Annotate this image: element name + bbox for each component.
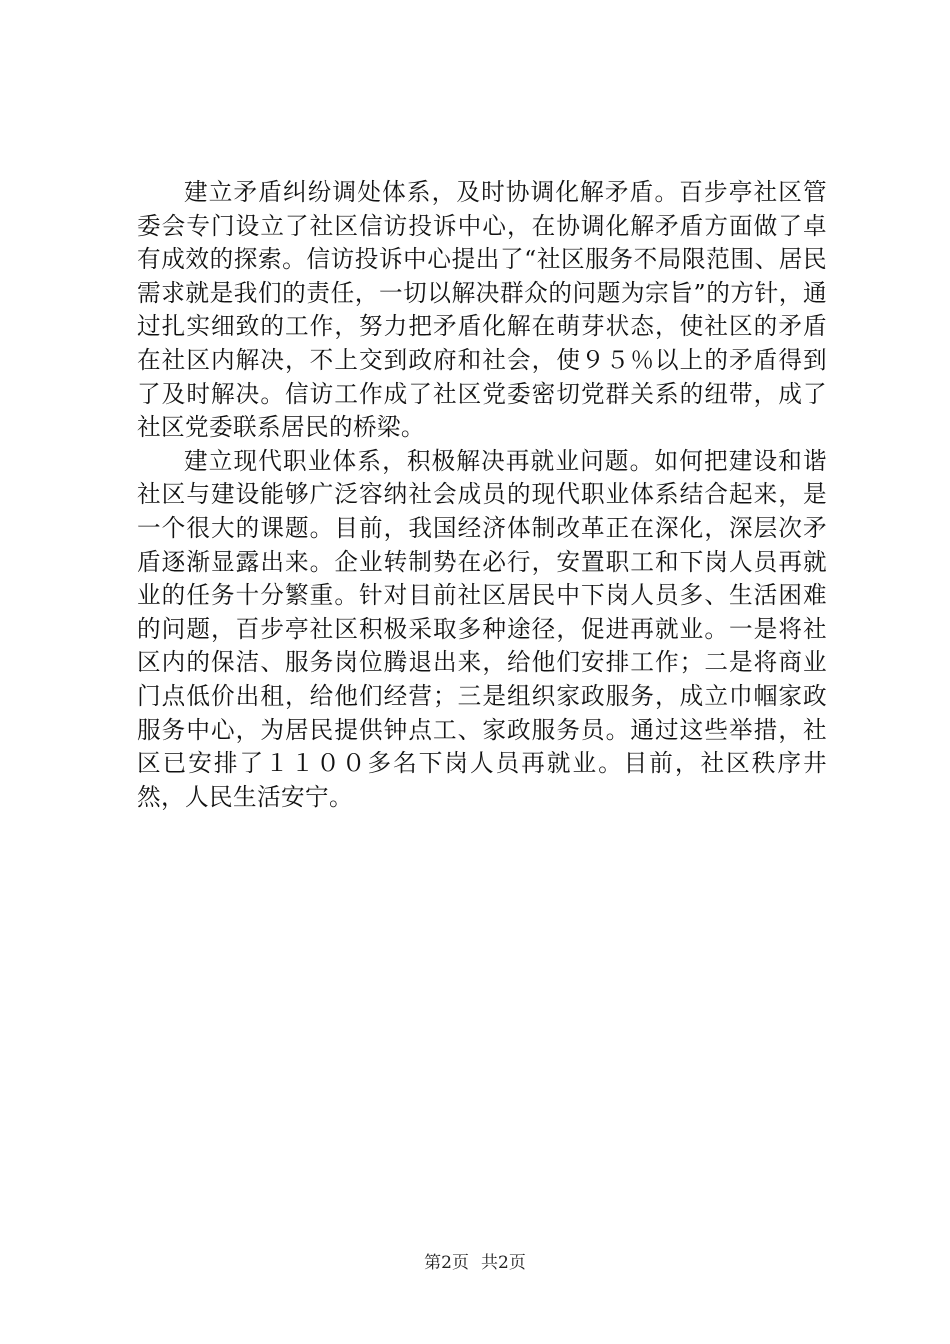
page-footer [0,1252,950,1274]
page-number: 第2页 [424,1253,469,1273]
paragraph-reemployment: 建立现代职业体系，积极解决再就业问题。如何把建设和谐社区与建设能够广泛容纳社会成员的现代职业体系结合起来，是一个很大的课题。目前，我国经济体制改革正在深化，深层次矛盾逐渐显露出来。企业转制势在必行，安置职工和下岗人员再就业的任务十分繁重。针对目前社区居民中下岗人员多、生活困难的问题，百步亭社区积极采取多种途径，促进再就业。一是将社区内的保洁、服务岗位腾退出来，给他们安排工作；二是将商业门点低价出租，给他们经营；三是组织家政服务，成立巾帼家政服务中心，为居民提供钟点工、家政服务员。通过这些举措，社区已安排了１１００多名下岗人员再就业。目前，社区秩序井然，人民生活安宁。 [137,446,827,811]
document-body [137,176,827,814]
page-total: 共2页 [481,1253,526,1273]
paragraph-dispute-mediation: 建立矛盾纠纷调处体系，及时协调化解矛盾。百步亭社区管委会专门设立了社区信访投诉中心，在协调化解矛盾方面做了卓有成效的探索。信访投诉中心提出了“社区服务不局限范围、居民需求就是我们的责任，一切以解决群众的问题为宗旨”的方针，通过扎实细致的工作，努力把矛盾化解在萌芽状态，使社区的矛盾在社区内解决，不上交到政府和社会，使９５％以上的矛盾得到了及时解决。信访工作成了社区党委密切党群关系的纽带，成了社区党委联系居民的桥梁。 [137,178,827,442]
